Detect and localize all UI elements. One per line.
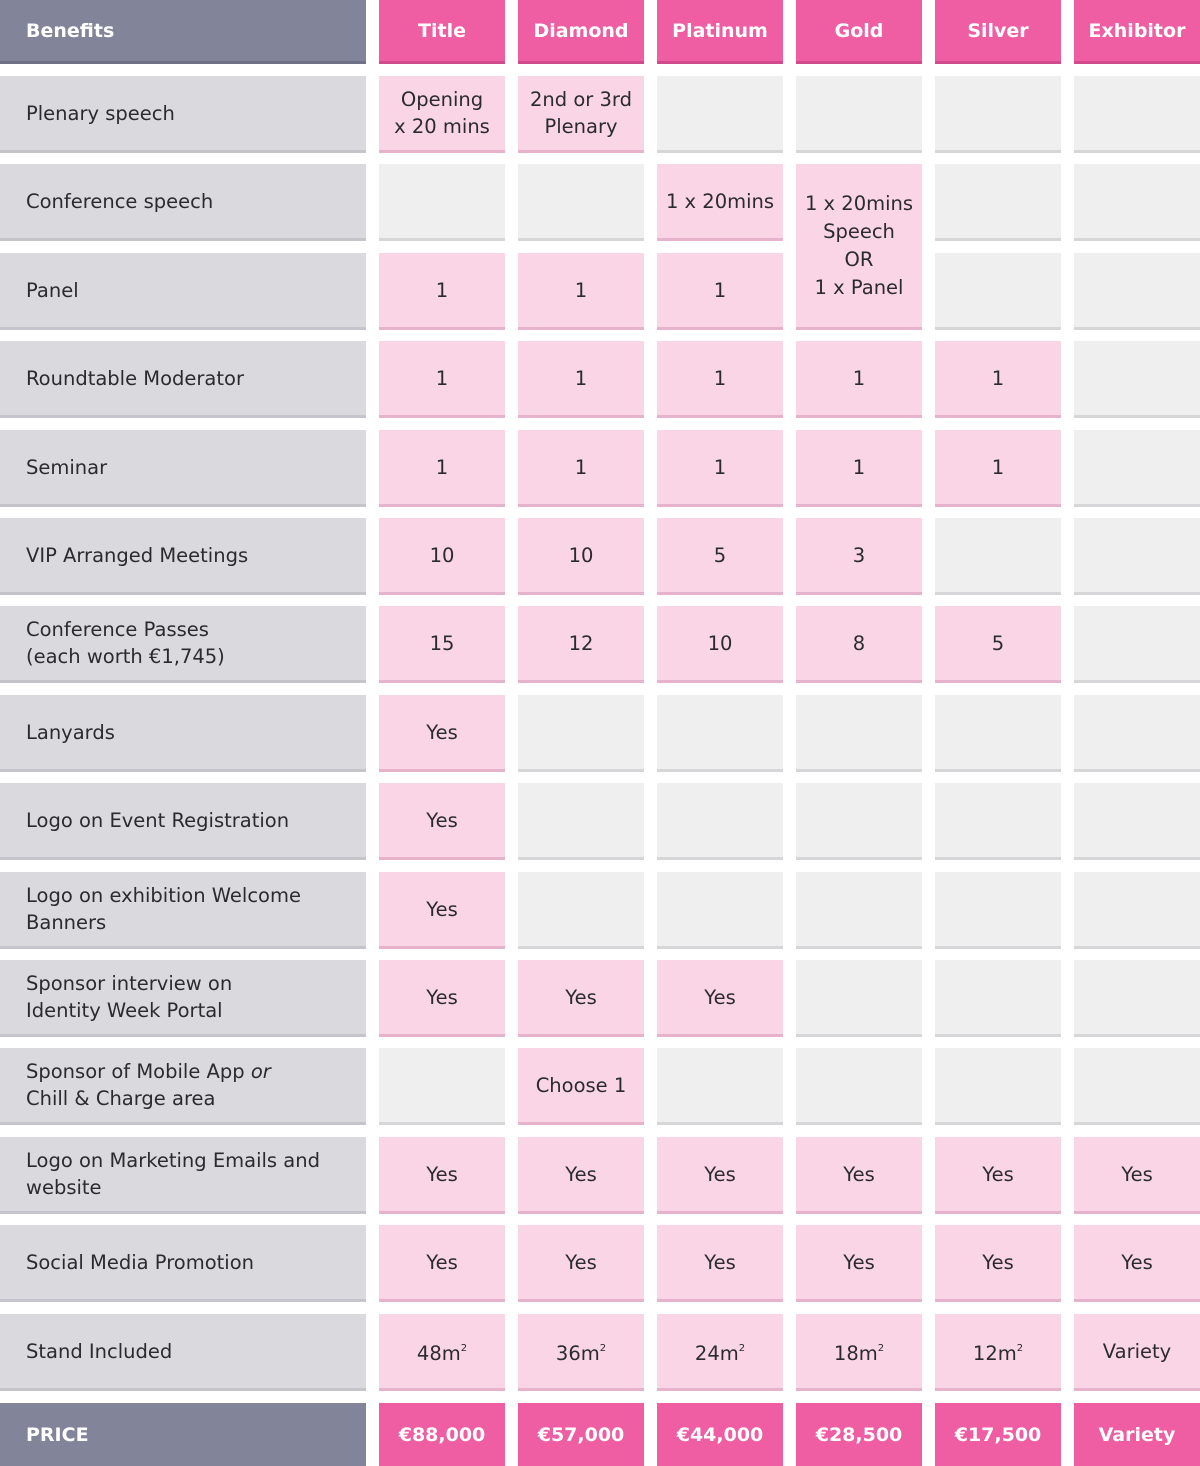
cell-value-line: 1	[991, 366, 1005, 390]
row-label-text	[26, 1058, 271, 1112]
cell-title	[379, 253, 505, 330]
cell-platinum	[657, 518, 783, 595]
header-tier-diamond	[518, 0, 644, 64]
cell-gold	[796, 1048, 922, 1125]
row-label-line	[26, 616, 225, 643]
header-tier-label: Title	[418, 19, 466, 42]
cell-value	[536, 1072, 627, 1099]
cell-platinum	[657, 783, 783, 860]
cell-value	[666, 188, 774, 215]
cell-diamond	[518, 253, 644, 330]
cell-value-text: 18m	[833, 1342, 878, 1365]
cell-value	[575, 454, 587, 481]
cell-silver	[935, 1225, 1061, 1302]
cell-platinum	[657, 1225, 783, 1302]
cell-value-line: Yes	[982, 1162, 1014, 1186]
cell-value	[992, 365, 1004, 392]
price-value: Variety	[1098, 1423, 1176, 1446]
cell-exhibitor	[1074, 341, 1200, 418]
row-label-line-text: Stand Included	[26, 1339, 173, 1363]
cell-platinum	[657, 1137, 783, 1214]
cell-value-line: Yes	[565, 985, 597, 1009]
cell-value-line: Yes	[426, 897, 458, 921]
row-label-line-text: VIP Arranged Meetings	[26, 543, 249, 567]
cell-value-line: 2nd or 3rd	[530, 88, 632, 111]
cell-value-line: 1	[713, 366, 727, 390]
cell-value	[853, 365, 865, 392]
header-tier-gold	[796, 0, 922, 64]
row-label-line-text: Lanyards	[26, 720, 115, 744]
cell-value-line: Speech	[823, 219, 895, 243]
cell-gold	[796, 1137, 922, 1214]
cell-silver	[935, 76, 1061, 153]
row-label	[0, 430, 366, 507]
cell-value	[430, 542, 455, 569]
cell-platinum	[657, 253, 783, 330]
cell-silver	[935, 1137, 1061, 1214]
cell-value-line: Yes	[843, 1162, 875, 1186]
cell-value-line: 8	[852, 631, 866, 655]
cell-title	[379, 430, 505, 507]
cell-value	[436, 365, 448, 392]
row-label-line-text: Identity Week Portal	[26, 999, 223, 1022]
row-label-line	[26, 1147, 320, 1174]
cell-value	[436, 277, 448, 304]
cell-diamond	[518, 1225, 644, 1302]
cell-value	[853, 454, 865, 481]
price-title	[379, 1403, 505, 1466]
cell-value-line: Choose 1	[535, 1073, 627, 1097]
row-label-text	[26, 1338, 172, 1365]
cell-value-line: x 20 mins	[394, 115, 490, 138]
cell-platinum	[657, 872, 783, 949]
row-label	[0, 695, 366, 772]
cell-exhibitor	[1074, 960, 1200, 1037]
cell-value-line: 10	[429, 543, 455, 567]
cell-exhibitor	[1074, 606, 1200, 683]
cell-platinum	[657, 960, 783, 1037]
cell-value-line: Yes	[426, 808, 458, 832]
cell-silver	[935, 253, 1061, 330]
cell-value	[565, 1161, 596, 1188]
cell-value	[426, 984, 457, 1011]
cell-value-line: Yes	[1121, 1162, 1153, 1186]
header-tier-platinum	[657, 0, 783, 64]
cell-title	[379, 341, 505, 418]
header-tier-silver	[935, 0, 1061, 64]
cell-platinum	[657, 430, 783, 507]
cell-exhibitor	[1074, 430, 1200, 507]
row-label-line-text: Conference Passes	[26, 618, 209, 641]
cell-value-line: 1 x Panel	[814, 275, 904, 299]
cell-value-line: 12	[568, 631, 594, 655]
row-label-line	[26, 1085, 271, 1112]
cell-value-line: Opening	[400, 88, 484, 111]
row-label-line	[26, 542, 248, 569]
cell-value-line: 1	[435, 366, 449, 390]
cell-gold-speech-or-panel	[796, 164, 922, 330]
superscript: 2	[877, 1343, 885, 1354]
cell-value-line: Yes	[565, 1250, 597, 1274]
cell-value-line: 1	[991, 455, 1005, 479]
cell-value	[436, 454, 448, 481]
cell-platinum	[657, 76, 783, 153]
cell-value	[834, 1335, 884, 1367]
price-platinum	[657, 1403, 783, 1466]
cell-exhibitor	[1074, 76, 1200, 153]
cell-exhibitor	[1074, 164, 1200, 241]
price-value: €57,000	[537, 1423, 625, 1446]
cell-platinum	[657, 164, 783, 241]
cell-diamond	[518, 872, 644, 949]
cell-silver	[935, 518, 1061, 595]
price-value: €88,000	[398, 1423, 486, 1446]
header-benefits	[0, 0, 366, 64]
row-label-line	[26, 970, 232, 997]
cell-silver	[935, 164, 1061, 241]
header-tier-label: Exhibitor	[1088, 19, 1186, 42]
row-label-line-text: Chill & Charge area	[26, 1087, 216, 1110]
row-label-text	[26, 365, 244, 392]
row-label	[0, 606, 366, 683]
cell-value	[714, 277, 726, 304]
price-exhibitor	[1074, 1403, 1200, 1466]
cell-diamond	[518, 606, 644, 683]
row-label-line	[26, 997, 232, 1024]
cell-value-line: 3	[852, 543, 866, 567]
cell-platinum	[657, 341, 783, 418]
cell-platinum	[657, 606, 783, 683]
row-label-line-text: Social Media Promotion	[26, 1250, 254, 1274]
cell-gold	[796, 1225, 922, 1302]
cell-silver	[935, 783, 1061, 860]
header-tier-label: Silver	[967, 19, 1029, 42]
cell-value-line: Yes	[426, 720, 458, 744]
cell-exhibitor	[1074, 695, 1200, 772]
cell-title	[379, 606, 505, 683]
cell-diamond	[518, 1314, 644, 1391]
cell-value	[992, 630, 1004, 657]
row-label-line	[26, 1058, 271, 1085]
cell-value-line: 1	[713, 455, 727, 479]
cell-value-line: Yes	[426, 1250, 458, 1274]
header-tier-label: Platinum	[672, 19, 768, 42]
cell-silver	[935, 606, 1061, 683]
cell-gold	[796, 872, 922, 949]
header-tier-title	[379, 0, 505, 64]
cell-value	[575, 365, 587, 392]
row-label-line-text: Logo on exhibition Welcome Banners	[26, 884, 301, 934]
cell-value-line: Yes	[565, 1162, 597, 1186]
header-tier-exhibitor	[1074, 0, 1200, 64]
row-label-text	[26, 277, 79, 304]
row-label-italic: or	[250, 1060, 271, 1083]
price-value: €44,000	[676, 1423, 764, 1446]
cell-value-line: 1	[435, 455, 449, 479]
row-label-line	[26, 807, 289, 834]
cell-value	[982, 1161, 1013, 1188]
row-label-line	[26, 719, 115, 746]
cell-value	[394, 86, 490, 140]
cell-exhibitor	[1074, 253, 1200, 330]
cell-value-line: 10	[707, 631, 733, 655]
row-label-line-text: Seminar	[26, 455, 108, 479]
row-label-text	[26, 1249, 254, 1276]
row-label-line	[26, 188, 213, 215]
cell-value-line: Yes	[704, 985, 736, 1009]
header-tier-label: Diamond	[533, 19, 629, 42]
row-label-text	[26, 100, 175, 127]
row-label-line-text: Sponsor interview on	[26, 972, 233, 995]
cell-silver	[935, 1314, 1061, 1391]
cell-value-line: 1	[435, 278, 449, 302]
cell-value-text: 24m	[694, 1342, 739, 1365]
row-label-line-text: Logo on Marketing Emails and	[26, 1149, 320, 1172]
row-label-line	[26, 643, 225, 670]
cell-value	[426, 1161, 457, 1188]
row-label	[0, 253, 366, 330]
row-label-text	[26, 616, 225, 670]
cell-value-line: Yes	[843, 1250, 875, 1274]
cell-gold	[796, 76, 922, 153]
row-label	[0, 518, 366, 595]
cell-gold	[796, 518, 922, 595]
cell-value	[417, 1335, 467, 1367]
cell-diamond	[518, 1048, 644, 1125]
row-label-line-text: Plenary speech	[26, 101, 175, 125]
cell-value	[714, 454, 726, 481]
row-label-line-text: Sponsor of Mobile App	[26, 1060, 251, 1083]
cell-value-line: 1 x 20mins	[804, 191, 914, 215]
cell-value-line: Yes	[982, 1250, 1014, 1274]
cell-value	[704, 1249, 735, 1276]
cell-value-line: 1 x 20mins	[665, 189, 775, 213]
cell-value	[992, 454, 1004, 481]
row-label	[0, 872, 366, 949]
cell-diamond	[518, 1137, 644, 1214]
row-label	[0, 1314, 366, 1391]
row-label	[0, 1137, 366, 1214]
cell-title	[379, 76, 505, 153]
cell-value-line: 1	[574, 278, 588, 302]
cell-gold	[796, 1314, 922, 1391]
cell-title	[379, 1048, 505, 1125]
cell-title	[379, 1314, 505, 1391]
cell-exhibitor	[1074, 1225, 1200, 1302]
cell-value	[1103, 1338, 1171, 1365]
cell-value	[565, 984, 596, 1011]
row-label-text	[26, 719, 115, 746]
row-label	[0, 1225, 366, 1302]
cell-silver	[935, 430, 1061, 507]
cell-value-line: 5	[713, 543, 727, 567]
cell-value	[853, 542, 865, 569]
cell-value	[714, 365, 726, 392]
cell-value-line: 1	[574, 455, 588, 479]
cell-value-line: Yes	[426, 1162, 458, 1186]
cell-exhibitor	[1074, 1048, 1200, 1125]
header-tier-label: Gold	[834, 19, 884, 42]
header-benefits-label: Benefits	[26, 19, 115, 42]
cell-value-line: Yes	[426, 985, 458, 1009]
cell-value-line: 10	[568, 543, 594, 567]
cell-value	[426, 896, 457, 923]
cell-exhibitor	[1074, 872, 1200, 949]
cell-value	[695, 1335, 745, 1367]
row-label-line	[26, 1249, 254, 1276]
cell-platinum	[657, 1314, 783, 1391]
cell-exhibitor	[1074, 1137, 1200, 1214]
cell-gold	[796, 606, 922, 683]
cell-gold	[796, 430, 922, 507]
cell-gold	[796, 341, 922, 418]
cell-value	[575, 277, 587, 304]
price-gold	[796, 1403, 922, 1466]
cell-diamond	[518, 76, 644, 153]
cell-value-line: 5	[991, 631, 1005, 655]
cell-value-line: 15	[429, 631, 455, 655]
cell-silver	[935, 1048, 1061, 1125]
cell-value	[569, 630, 594, 657]
price-silver	[935, 1403, 1061, 1466]
cell-value-text: 48m	[416, 1342, 461, 1365]
row-label-text	[26, 807, 289, 834]
superscript: 2	[1016, 1343, 1024, 1354]
cell-value	[805, 190, 913, 302]
row-label	[0, 783, 366, 860]
row-label-text	[26, 1147, 320, 1201]
cell-value-line: Variety	[1102, 1339, 1172, 1363]
row-label-text	[26, 188, 213, 215]
cell-value-line: Plenary	[544, 115, 618, 138]
cell-diamond	[518, 960, 644, 1037]
cell-title	[379, 164, 505, 241]
cell-value	[982, 1249, 1013, 1276]
row-label-line	[26, 1338, 172, 1365]
row-label	[0, 341, 366, 418]
cell-diamond	[518, 430, 644, 507]
cell-value	[430, 630, 455, 657]
row-label-line	[26, 365, 244, 392]
row-label-line-text: (each worth €1,745)	[26, 645, 225, 668]
cell-diamond	[518, 341, 644, 418]
cell-value	[569, 542, 594, 569]
cell-value-line: OR	[844, 247, 874, 271]
cell-value	[426, 1249, 457, 1276]
cell-exhibitor	[1074, 783, 1200, 860]
row-label-line	[26, 454, 107, 481]
superscript: 2	[599, 1343, 607, 1354]
row-label-line-text: Roundtable Moderator	[26, 366, 244, 390]
price-value: €28,500	[815, 1423, 903, 1446]
cell-gold	[796, 783, 922, 860]
row-label	[0, 960, 366, 1037]
row-label	[0, 1048, 366, 1125]
cell-diamond	[518, 164, 644, 241]
cell-title	[379, 960, 505, 1037]
cell-title	[379, 1137, 505, 1214]
row-label-line	[26, 1174, 320, 1201]
cell-value	[556, 1335, 606, 1367]
row-label-line-text: Conference speech	[26, 189, 214, 213]
cell-value-text: 36m	[555, 1342, 600, 1365]
cell-value-line: Yes	[704, 1162, 736, 1186]
row-label	[0, 164, 366, 241]
cell-value	[704, 984, 735, 1011]
cell-diamond	[518, 695, 644, 772]
price-diamond	[518, 1403, 644, 1466]
cell-title	[379, 872, 505, 949]
cell-silver	[935, 960, 1061, 1037]
cell-value	[426, 807, 457, 834]
cell-value	[1121, 1249, 1152, 1276]
row-label-text	[26, 882, 366, 936]
cell-value-line: 1	[574, 366, 588, 390]
cell-value	[708, 630, 733, 657]
cell-title	[379, 783, 505, 860]
cell-value	[704, 1161, 735, 1188]
cell-silver	[935, 872, 1061, 949]
row-label-text	[26, 454, 107, 481]
price-label	[0, 1403, 366, 1466]
cell-value-line: 1	[852, 366, 866, 390]
cell-value-text: 12m	[972, 1342, 1017, 1365]
cell-title	[379, 1225, 505, 1302]
price-value: €17,500	[954, 1423, 1042, 1446]
cell-silver	[935, 695, 1061, 772]
cell-value	[1121, 1161, 1152, 1188]
row-label-text	[26, 542, 248, 569]
cell-value	[843, 1161, 874, 1188]
cell-exhibitor	[1074, 518, 1200, 595]
cell-value	[426, 719, 457, 746]
cell-value	[714, 542, 726, 569]
superscript: 2	[460, 1343, 468, 1354]
cell-gold	[796, 695, 922, 772]
cell-platinum	[657, 1048, 783, 1125]
row-label-line	[26, 277, 79, 304]
cell-value-line: Yes	[704, 1250, 736, 1274]
cell-platinum	[657, 695, 783, 772]
cell-diamond	[518, 783, 644, 860]
row-label-text	[26, 970, 232, 1024]
row-label-line	[26, 882, 366, 936]
row-label-line-text: Panel	[26, 278, 79, 302]
cell-value-line: 1	[852, 455, 866, 479]
row-label-line-text: Logo on Event Registration	[26, 808, 290, 832]
cell-value	[853, 630, 865, 657]
cell-value-line: 1	[713, 278, 727, 302]
cell-value-line: Yes	[1121, 1250, 1153, 1274]
cell-diamond	[518, 518, 644, 595]
cell-value	[530, 86, 632, 140]
cell-title	[379, 695, 505, 772]
row-label-line	[26, 100, 175, 127]
row-label	[0, 76, 366, 153]
cell-title	[379, 518, 505, 595]
superscript: 2	[738, 1343, 746, 1354]
row-label-line-text: website	[26, 1176, 102, 1199]
cell-silver	[935, 341, 1061, 418]
cell-gold	[796, 960, 922, 1037]
cell-value	[565, 1249, 596, 1276]
cell-value	[973, 1335, 1023, 1367]
cell-exhibitor	[1074, 1314, 1200, 1391]
price-label-text: PRICE	[26, 1423, 89, 1446]
cell-value	[843, 1249, 874, 1276]
